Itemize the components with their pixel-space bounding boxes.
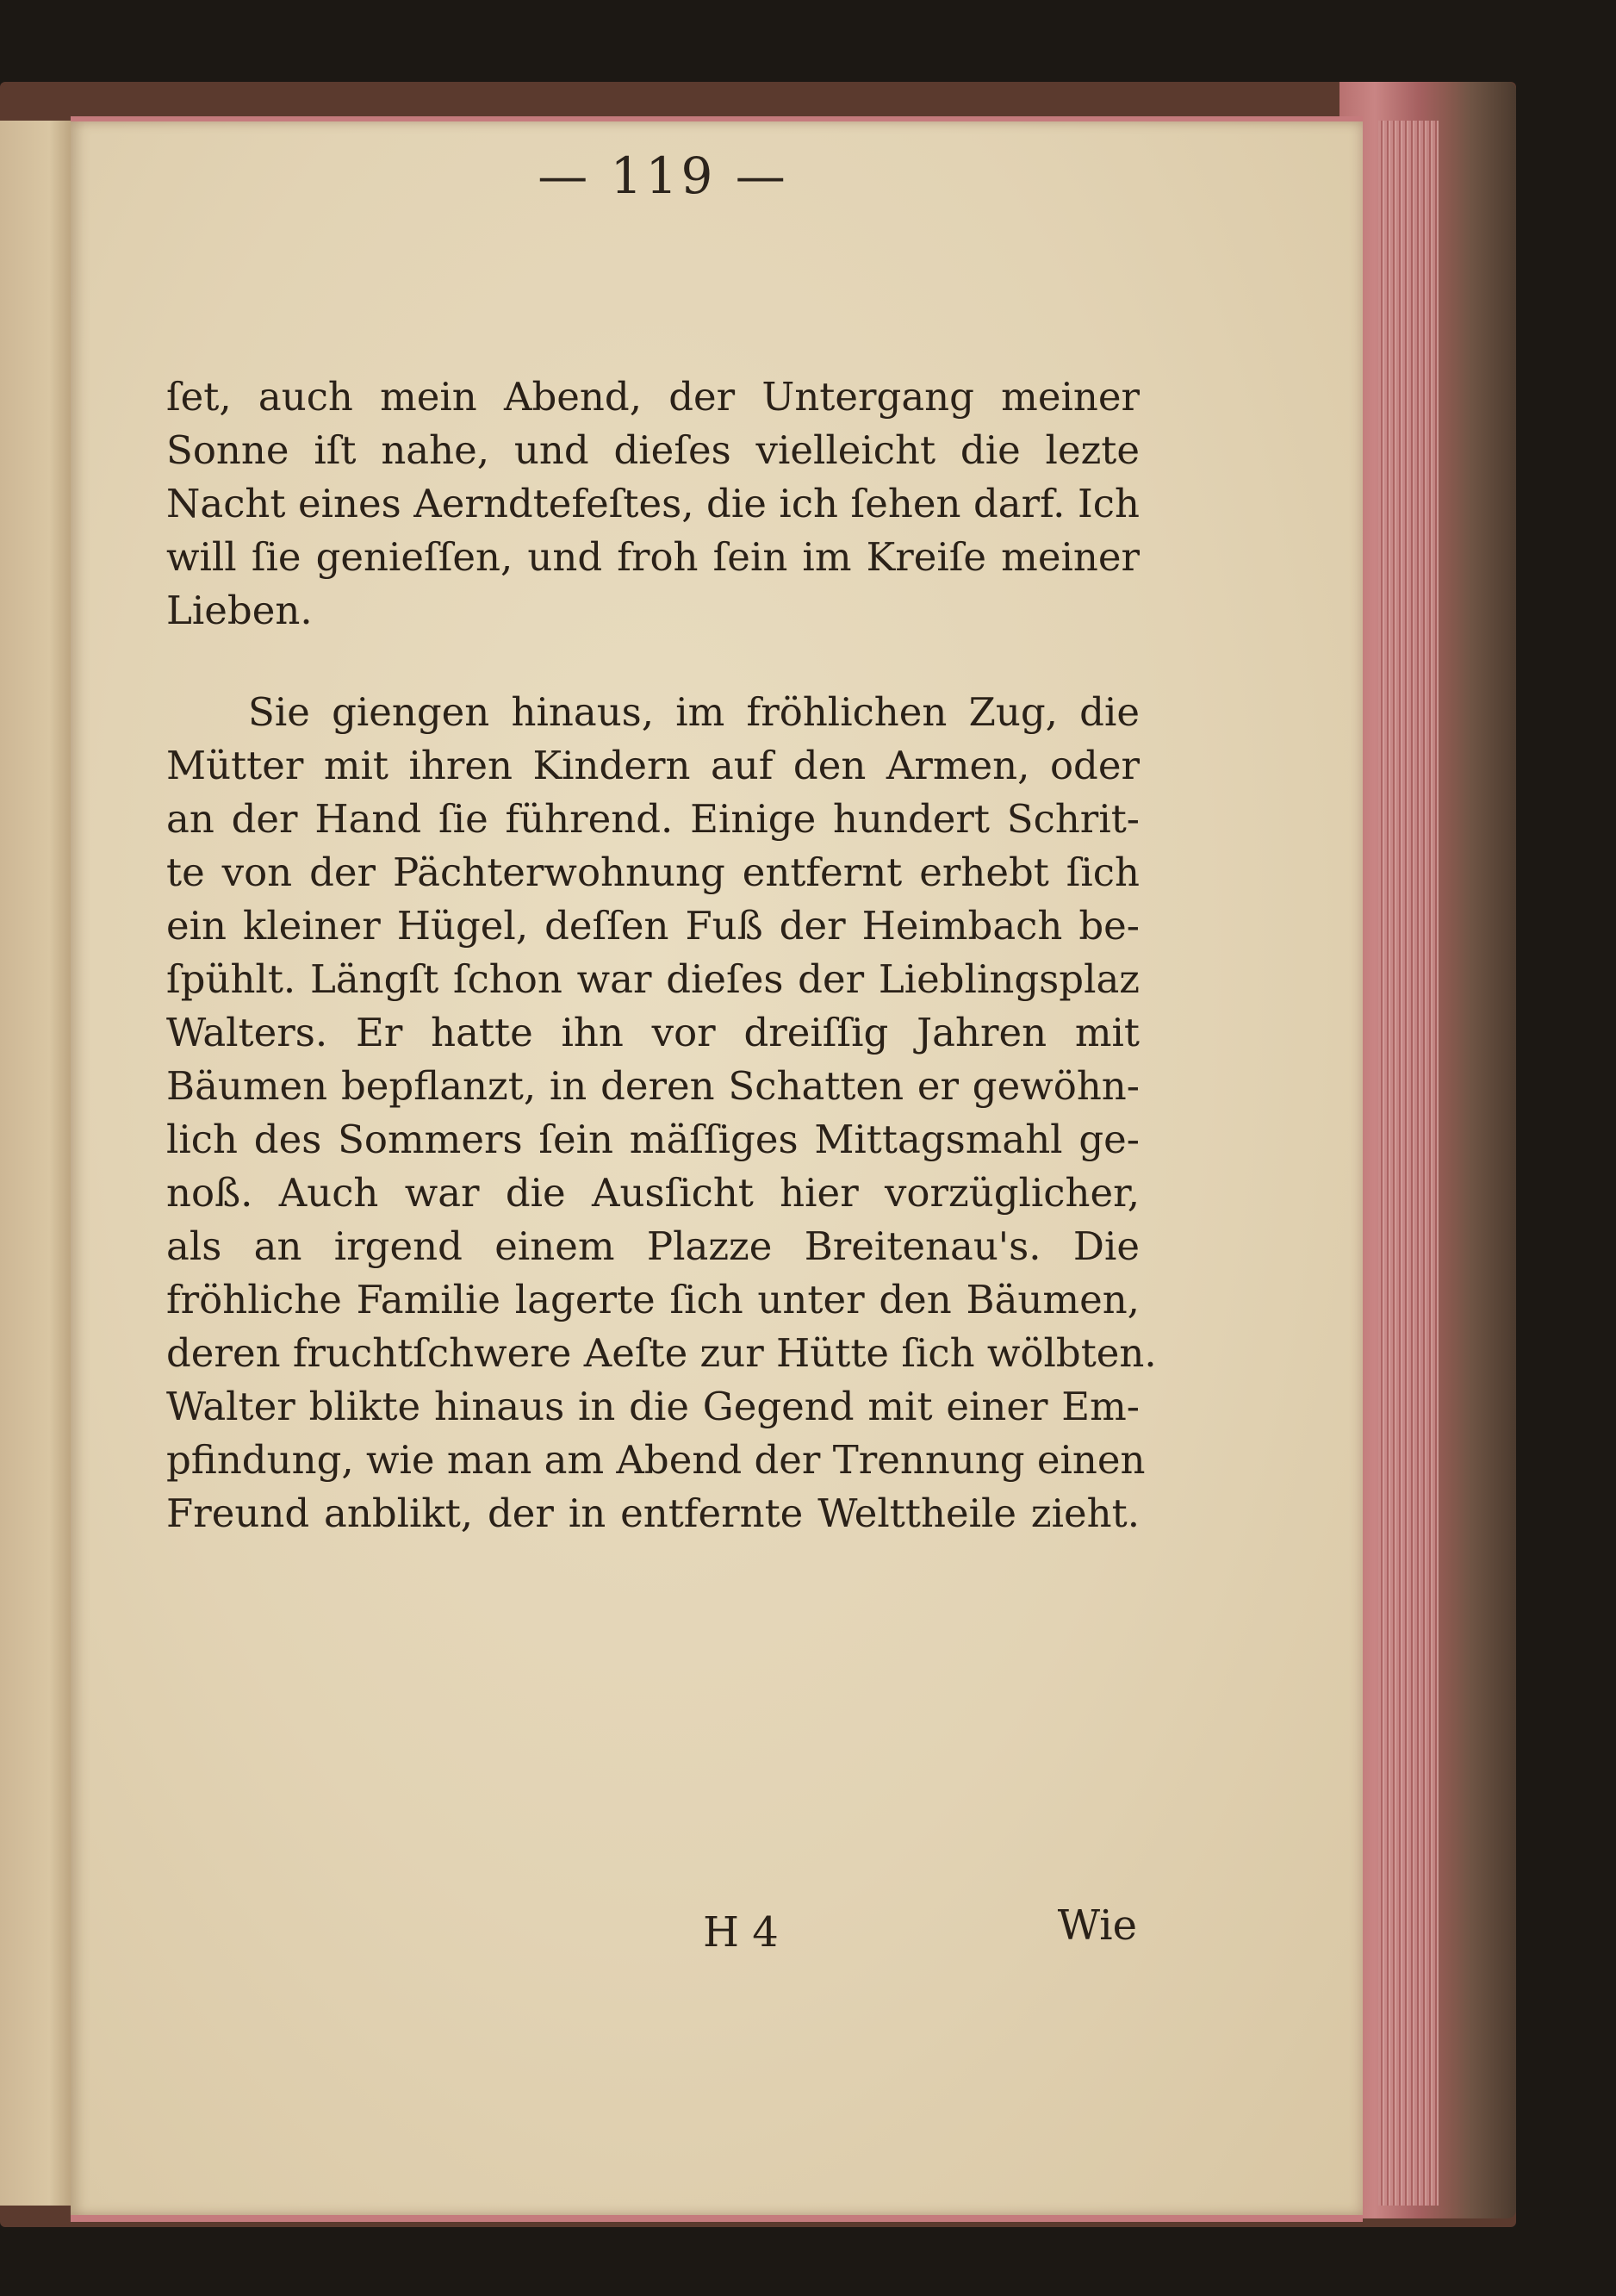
text-line: Lieben.	[166, 588, 313, 633]
text-line: will ſie genieſſen, und froh ſein im Kreiſe meiner	[166, 534, 1140, 580]
text-line: lich des Sommers ſein mäſſiges Mittagsmahl ge-	[166, 1117, 1140, 1162]
text-line: fröhliche Familie lagerte ſich unter den Bäumen,	[166, 1277, 1140, 1322]
text-line: Freund anblikt, der in entfernte Welttheile zieht.	[166, 1490, 1140, 1536]
facing-page-edge	[0, 121, 71, 2206]
text-line: pfindung, wie man am Abend der Trennung einen	[166, 1437, 1146, 1483]
signature-mark: H 4	[703, 1908, 779, 1957]
page-text	[166, 370, 1157, 1540]
text-line: Mütter mit ihren Kindern auf den Armen, oder	[166, 743, 1140, 788]
text-line: Bäumen bepflanzt, in deren Schatten er gewöhn-	[166, 1063, 1140, 1109]
text-line: deren fruchtſchwere Aeſte zur Hütte ſich wölbten.	[166, 1330, 1157, 1376]
catchword: Wie	[1057, 1901, 1137, 1950]
paragraph-gap	[166, 638, 1140, 686]
text-line: Sonne iſt nahe, und dieſes vielleicht die lezte	[166, 427, 1140, 473]
page-number: — 119 —	[538, 146, 789, 205]
text-line: Walters. Er hatte ihn vor dreiſſig Jahren mit	[166, 1010, 1140, 1055]
page-edges	[1378, 121, 1439, 2206]
text-line: noß. Auch war die Ausſicht hier vorzüglicher,	[166, 1170, 1140, 1216]
text-line: Walter blikte hinaus in die Gegend mit einer Em-	[166, 1384, 1140, 1429]
text-line: an der Hand ſie führend. Einige hundert Schrit-	[166, 796, 1140, 842]
text-line: als an irgend einem Plazze Breitenau's. Die	[166, 1223, 1140, 1269]
text-line: Sie giengen hinaus, im fröhlichen Zug, die	[248, 689, 1140, 735]
text-line: ein kleiner Hügel, deſſen Fuß der Heimbach be-	[166, 903, 1140, 949]
text-line: ſet, auch mein Abend, der Untergang meiner	[166, 374, 1140, 420]
text-line: Nacht eines Aerndtefeſtes, die ich ſehen darf. Ich	[166, 481, 1140, 526]
text-line: ſpühlt. Längſt ſchon war dieſes der Lieblingsplaz	[166, 956, 1140, 1002]
text-line: te von der Pächterwohnung entfernt erhebt ſich	[166, 849, 1140, 895]
